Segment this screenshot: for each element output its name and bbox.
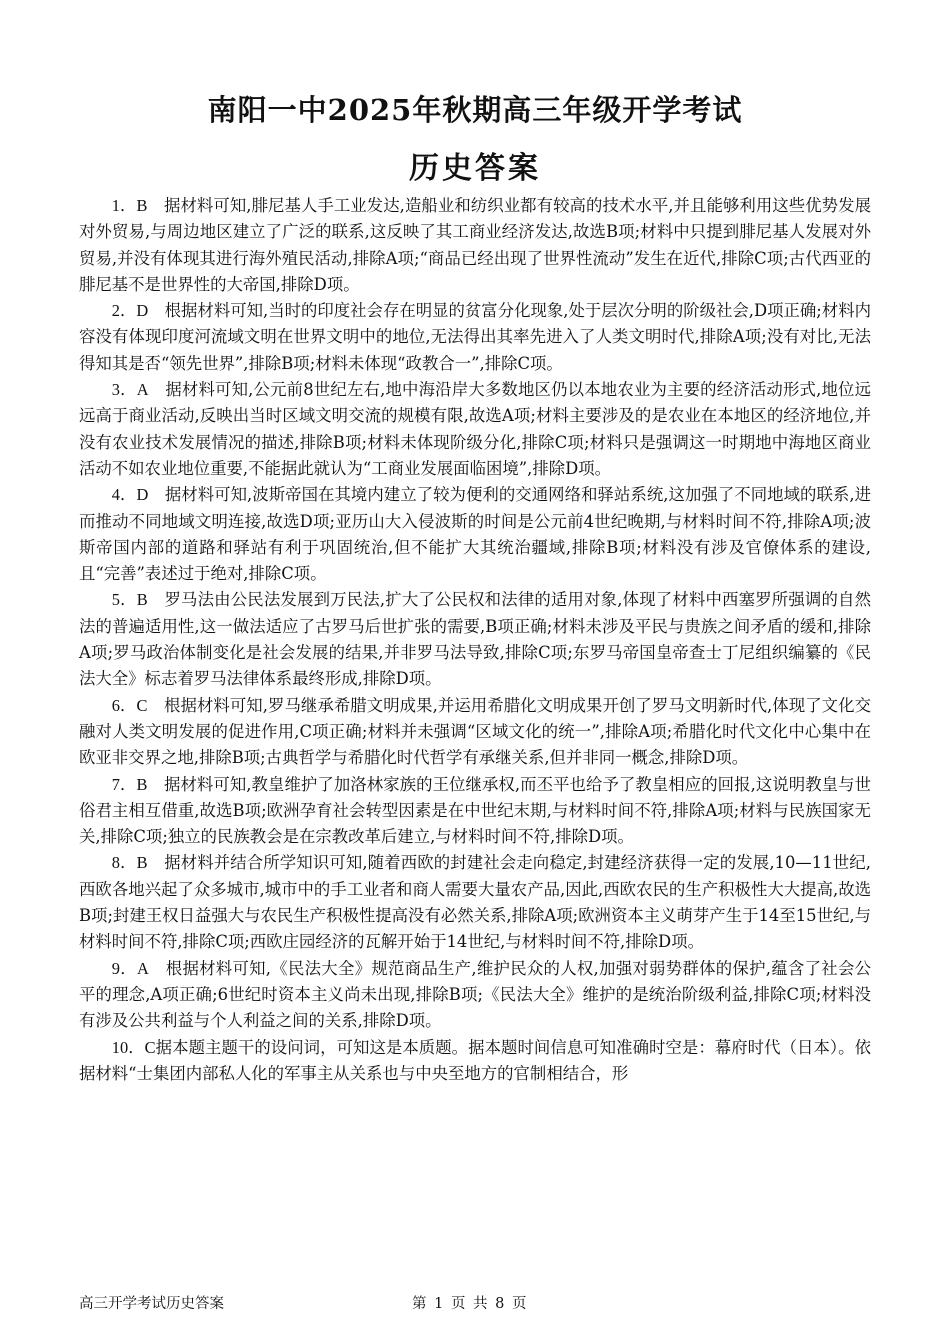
exam-title: 南阳一中2025年秋期高三年级开学考试	[207, 93, 743, 127]
answer-item-5	[79, 587, 871, 692]
answer-number: 7．B	[111, 774, 148, 794]
answer-item-2	[79, 298, 871, 377]
answer-number: 3．A	[111, 380, 149, 400]
answer-number: 9．A	[111, 958, 149, 978]
page-number: 第 1 页 共 8 页	[412, 1296, 527, 1312]
answer-item-4	[79, 482, 871, 587]
answer-item-3	[79, 377, 871, 482]
answer-explanation: 据本题主题干的设问词，可知这是本质题。据本题时间信息可知准确时空是：幕府时代（日本）。依据材料“士集团内部私人化的军事主从关系也与中央至地方的官制相结合，形	[79, 1037, 871, 1083]
answer-item-1	[79, 193, 871, 298]
answer-number: 2．D	[111, 301, 149, 321]
answer-number: 10．C	[111, 1037, 156, 1057]
answer-number: 5．B	[111, 590, 148, 610]
footer-doc-title: 高三开学考试历史答案	[79, 1296, 224, 1312]
answer-explanation: 根据材料可知,罗马继承希腊文明成果,并运用希腊化文明成果开创了罗马文明新时代,体现了文化交融对人类文明发展的促进作用,C项正确;材料并未强调“区域文化的统一”,排除A项;希腊化时代文化中心集中在欧亚非交界之地,排除B项;古典哲学与希腊化时代哲学有承继关系,但并非同一概念,排除D项。	[79, 695, 871, 768]
answer-number: 8．B	[111, 853, 148, 873]
answer-explanation: 罗马法由公民法发展到万民法,扩大了公民权和法律的适用对象,体现了材料中西塞罗所强调的自然法的普遍适用性,这一做法适应了古罗马后世扩张的需要,B项正确;材料未涉及平民与贵族之间矛盾的缓和,排除A项;罗马政治体制变化是社会发展的结果,并非罗马法导致,排除C项;东罗马帝国皇帝查士丁尼组织编纂的《民法大全》标志着罗马法律体系最终形成,排除D项。	[79, 590, 872, 689]
answer-number: 4．D	[111, 485, 149, 505]
answer-explanation: 据材料可知,公元前8世纪左右,地中海沿岸大多数地区仍以本地农业为主要的经济活动形式,地位远远高于商业活动,反映出当时区域文明交流的规模有限,故选A项;材料主要涉及的是农业在本地区的经济地位,并没有农业技术发展情况的描述,排除B项;材料未体现阶级分化,排除C项;材料只是强调这一时期地中海地区商业活动不如农业地位重要,不能据此就认为“工商业发展面临困境”,排除D项。	[79, 380, 872, 478]
answer-list	[79, 193, 871, 1087]
answer-item-7	[79, 772, 871, 851]
answer-item-10	[79, 1035, 871, 1088]
answer-number: 6．C	[111, 695, 148, 715]
answer-explanation: 据材料并结合所学知识可知,随着西欧的封建社会走向稳定,封建经济获得一定的发展,10—11世纪,西欧各地兴起了众多城市,城市中的手工业者和商人需要大量农产品,因此,西欧农民的生产积极性大大提高,故选B项;封建王权日益强大与农民生产积极性提高没有必然关系,排除A项;欧洲资本主义萌芽产生于14至15世纪,与材料时间不符,排除C项;西欧庄园经济的瓦解开始于14世纪,与材料时间不符,排除D项。	[79, 853, 871, 952]
answer-number: 1．B	[111, 196, 148, 215]
answer-subtitle: 历史答案	[409, 151, 541, 186]
answer-explanation: 据材料可知,腓尼基人手工业发达,造船业和纺织业都有较高的技术水平,并且能够利用这些优势发展对外贸易,与周边地区建立了广泛的联系,这反映了其工商业经济发达,故选B项;材料中只提到腓尼基人发展对外贸易,并没有体现其进行海外殖民活动,排除A项;“商品已经出现了世界性流动”发生在近代,排除C项;古代西亚的腓尼基不是世界性的大帝国,排除D项。	[79, 196, 871, 294]
answer-explanation: 根据材料可知,《民法大全》规范商品生产,维护民众的人权,加强对弱势群体的保护,蕴含了社会公平的理念,A项正确;6世纪时资本主义尚未出现,排除B项;《民法大全》维护的是统治阶级利益,排除C项;材料没有涉及公共利益与个人利益之间的关系,排除D项。	[79, 958, 872, 1031]
answer-item-9	[79, 956, 871, 1035]
answer-explanation: 据材料可知,教皇维护了加洛林家族的王位继承权,而丕平也给予了教皇相应的回报,这说明教皇与世俗君主相互借重,故选B项;欧洲孕育社会转型因素是在中世纪末期,与材料时间不符,排除A项;材料与民族国家无关,排除C项;独立的民族教会是在宗教改革后建立,与材料时间不符,排除D项。	[79, 774, 871, 847]
answer-item-8	[79, 850, 871, 955]
answer-item-6	[79, 693, 871, 772]
answer-explanation: 据材料可知,波斯帝国在其境内建立了较为便利的交通网络和驿站系统,这加强了不同地域的联系,进而推动不同地域文明连接,故选D项;亚历山大入侵波斯的时间是公元前4世纪晚期,与材料时间不符,排除A项;波斯帝国内部的道路和驿站有利于巩固统治,但不能扩大其统治疆域,排除B项;材料没有涉及官僚体系的建设,且“完善”表述过于绝对,排除C项。	[79, 485, 871, 584]
answer-explanation: 根据材料可知,当时的印度社会存在明显的贫富分化现象,处于层次分明的阶级社会,D项正确;材料内容没有体现印度河流域文明在世界文明中的地位,无法得出其率先进入了人类文明时代,排除A项;没有对比,无法得知其是否“领先世界”,排除B项;材料未体现“政教合一”,排除C项。	[79, 301, 872, 373]
